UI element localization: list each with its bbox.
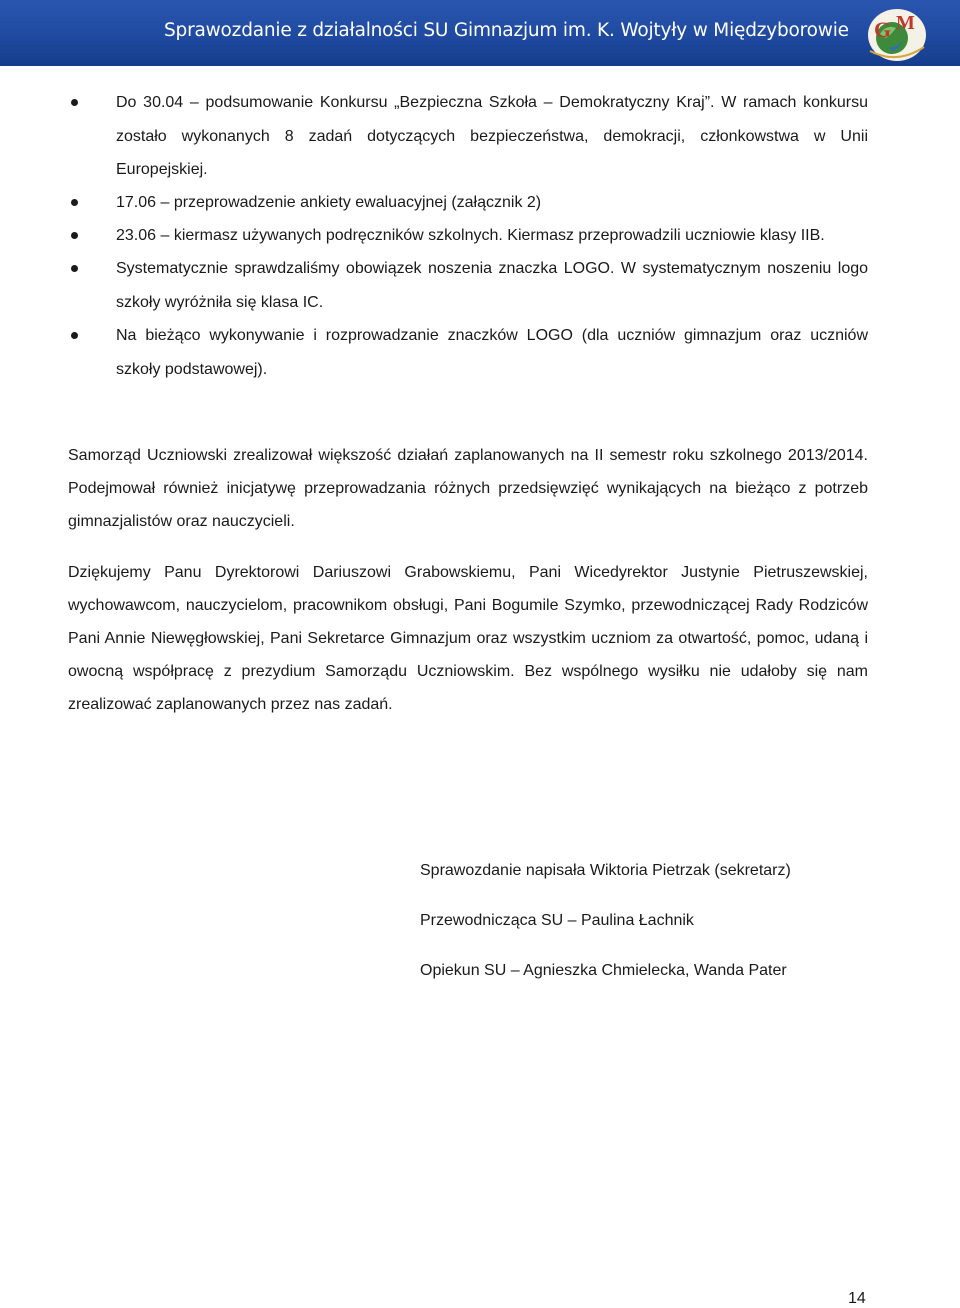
logo-letter-g: G xyxy=(874,17,892,42)
signature-supervisor: Opiekun SU – Agnieszka Chmielecka, Wanda Pater xyxy=(420,962,787,979)
events-list xyxy=(68,86,868,386)
bullet-dot xyxy=(71,332,78,339)
signature-author: Sprawozdanie napisała Wiktoria Pietrzak (sekretarz) xyxy=(420,862,791,879)
list-item-text: 23.06 – kiermasz używanych podręczników szkolnych. Kiermasz przeprowadzili uczniowie klasy IIB. xyxy=(116,227,825,244)
list-item xyxy=(68,319,868,386)
page-content xyxy=(68,86,868,721)
list-item-text-continuation: W systematycznym noszeniu logo szkoły wyróżniła się klasa IC. xyxy=(116,260,869,311)
school-logo xyxy=(866,7,928,62)
header-band xyxy=(0,0,960,66)
list-item-text: Systematycznie sprawdzaliśmy obowiązek noszenia znaczka LOGO. xyxy=(116,260,615,277)
list-item xyxy=(68,86,868,186)
signature-chair: Przewodnicząca SU – Paulina Łachnik xyxy=(420,912,694,929)
summary-paragraph: Samorząd Uczniowski zrealizował większość działań zaplanowanych na II semestr roku szkolnego 2013/2014. Podejmował również inicjatywę przeprowadzania różnych przedsięwzięć wynikających na bieżąco z potrzeb gimnazjalistów oraz nauczycieli. xyxy=(68,447,868,530)
list-item xyxy=(68,186,868,219)
bullet-dot xyxy=(71,265,78,272)
header-title: Sprawozdanie z działalności SU Gimnazjum im. K. Wojtyły w Międzyborowie xyxy=(164,20,849,41)
page-number: 14 xyxy=(848,1290,866,1307)
list-item xyxy=(68,219,868,252)
bullet-dot xyxy=(71,99,78,106)
list-item-text: Do 30.04 – podsumowanie Konkursu „Bezpieczna Szkoła – Demokratyczny Kraj”. W ramach konkursu zostało wykonanych 8 zadań dotyczących bezpieczeństwa, demokracji, członkowstwa w Unii Europejskiej. xyxy=(116,94,868,178)
list-item-text: 17.06 – przeprowadzenie ankiety ewaluacyjnej (załącznik 2) xyxy=(116,194,542,211)
thanks-paragraph: Dziękujemy Panu Dyrektorowi Dariuszowi Grabowskiemu, Pani Wicedyrektor Justynie Pietruszewskiej, wychowawcom, nauczycielom, pracownikom obsługi, Pani Bogumile Szymko, przewodniczącej Rady Rodziców Pani Annie Niewęgłowskiej, Pani Sekretarce Gimnazjum oraz wszystkim uczniom za otwartość, pomoc, udaną i owocną współpracę z prezydium Samorządu Uczniowskim. Bez wspólnego wysiłku nie udałoby się nam zrealizować zaplanowanych przez nas zadań. xyxy=(68,564,868,713)
logo-letter-m: M xyxy=(896,12,915,34)
list-item xyxy=(68,252,868,319)
list-item-text: Na bieżąco wykonywanie i rozprowadzanie znaczków LOGO (dla uczniów gimnazjum oraz uczniów szkoły podstawowej). xyxy=(116,327,868,378)
bullet-dot xyxy=(71,199,78,206)
bullet-dot xyxy=(71,232,78,239)
